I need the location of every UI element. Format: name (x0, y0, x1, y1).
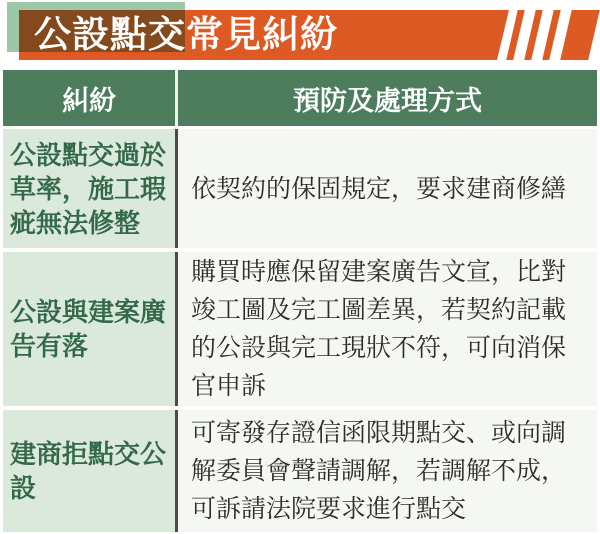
table-header-row (3, 70, 597, 126)
text-line: 疵無法修整 (10, 207, 141, 238)
dispute-text (10, 295, 166, 363)
banner-slash-icon (560, 10, 600, 60)
resolution-text (191, 253, 566, 405)
resolution-text (191, 170, 566, 208)
dispute-cell (3, 410, 175, 532)
page-title: 公設點交常見糾紛 (34, 15, 338, 56)
text-line: 解委員會聲請調解，若調解不成， (191, 457, 567, 485)
text-line: 的公設與完工現狀不符，可向消保 (191, 334, 567, 362)
text-line: 設 (10, 473, 37, 503)
text-line: 告有落 (10, 331, 89, 361)
header-dispute-column: 糾紛 (62, 85, 116, 116)
banner-slash-icon (542, 10, 561, 60)
text-line: 購買時應保留建案廣告文宣，比對 (191, 258, 567, 286)
table-row (3, 252, 597, 406)
table-row (3, 410, 597, 532)
banner-slash-icon (524, 10, 543, 60)
text-line: 草率，施工瑕 (10, 173, 167, 204)
text-line: 官申訴 (191, 372, 267, 400)
dispute-cell (3, 252, 175, 406)
text-line: 竣工圖及完工圖差異，若契約記載 (191, 296, 567, 324)
text-line: 可訴請法院要求進行點交 (191, 495, 467, 523)
text-line: 公設與建案廣 (10, 297, 167, 327)
resolution-cell (178, 252, 597, 406)
header-method-column: 預防及處理方式 (293, 85, 482, 116)
text-line: 可寄發存證信函限期點交、或向調 (191, 419, 567, 447)
text-line: 公設點交過於 (10, 139, 167, 170)
text-line: 建商拒點交公 (10, 439, 167, 469)
dispute-text (10, 437, 166, 505)
resolution-cell (178, 410, 597, 532)
dispute-text (10, 138, 166, 240)
resolution-cell (178, 129, 597, 248)
resolution-text (191, 414, 566, 528)
table-row (3, 129, 597, 248)
text-line: 依契約的保固規定，要求建商修繕 (191, 174, 567, 203)
disputes-table (3, 70, 597, 532)
dispute-cell (3, 129, 175, 248)
